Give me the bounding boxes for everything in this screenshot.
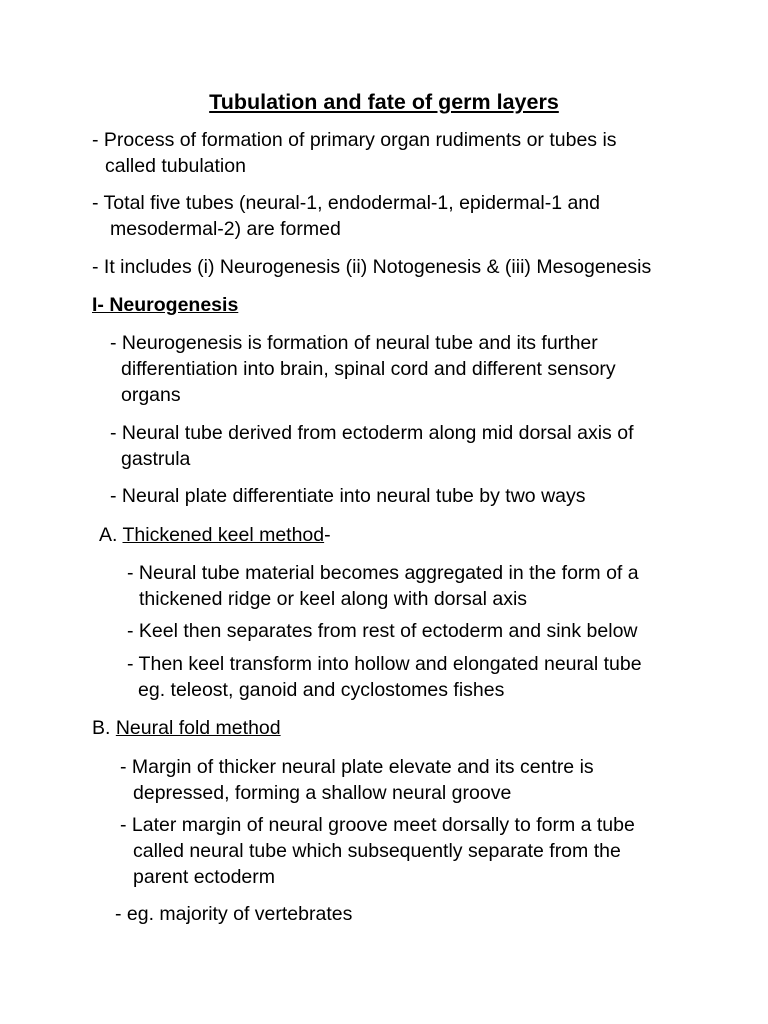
method-a-point-1 [127, 560, 639, 612]
text-line: parent ectoderm [133, 866, 275, 888]
text-line: - Total five tubes (neural-1, endodermal-1, epidermal-1 and [92, 192, 600, 214]
method-a-prefix: A. [99, 524, 123, 546]
text-line: - Keel then separates from rest of ectoderm and sink below [127, 620, 638, 642]
intro-point-3 [92, 254, 651, 280]
method-b-point-2 [120, 812, 635, 890]
text-line: - Neural tube material becomes aggregated in the form of a [127, 562, 639, 584]
method-b-point-1 [120, 754, 594, 806]
text-line: - Neural plate differentiate into neural tube by two ways [110, 485, 586, 507]
text-line: - It includes (i) Neurogenesis (ii) Notogenesis & (iii) Mesogenesis [92, 256, 652, 278]
method-a-name: Thickened keel method [122, 524, 325, 546]
text-line: organs [121, 384, 181, 406]
text-line: differentiation into brain, spinal cord and different sensory [121, 358, 616, 380]
text-line: mesodermal-2) are formed [110, 218, 341, 240]
method-a-heading [99, 522, 331, 548]
method-b-name: Neural fold method [115, 717, 281, 739]
section-heading-neurogenesis: I- Neurogenesis [92, 294, 239, 316]
intro-point-2 [92, 190, 600, 242]
text-line: - Process of formation of primary organ rudiments or tubes is [92, 129, 617, 151]
text-line: called neural tube which subsequently separate from the [133, 840, 621, 862]
method-a-point-3 [127, 651, 642, 703]
text-line: eg. teleost, ganoid and cyclostomes fishes [138, 679, 505, 701]
neurogenesis-point-2 [110, 420, 634, 472]
method-b-heading [92, 715, 281, 741]
method-b-example: - eg. majority of vertebrates [115, 903, 353, 925]
method-a-point-2 [127, 618, 638, 644]
text-line: - Neurogenesis is formation of neural tube and its further [110, 332, 598, 354]
neurogenesis-point-1 [110, 330, 616, 408]
method-a-suffix: - [324, 524, 331, 546]
text-line: - Margin of thicker neural plate elevate and its centre is [120, 756, 594, 778]
neurogenesis-point-3 [110, 483, 586, 509]
text-line: gastrula [121, 448, 191, 470]
method-b-prefix: B. [92, 717, 116, 739]
page-title: Tubulation and fate of germ layers [209, 90, 559, 114]
text-line: called tubulation [105, 155, 246, 177]
text-line: - Then keel transform into hollow and elongated neural tube [127, 653, 642, 675]
text-line: - Neural tube derived from ectoderm along mid dorsal axis of [110, 422, 634, 444]
text-line: thickened ridge or keel along with dorsal axis [139, 588, 528, 610]
text-line: - Later margin of neural groove meet dorsally to form a tube [120, 814, 635, 836]
intro-point-1 [92, 127, 617, 179]
text-line: depressed, forming a shallow neural groove [133, 782, 512, 804]
